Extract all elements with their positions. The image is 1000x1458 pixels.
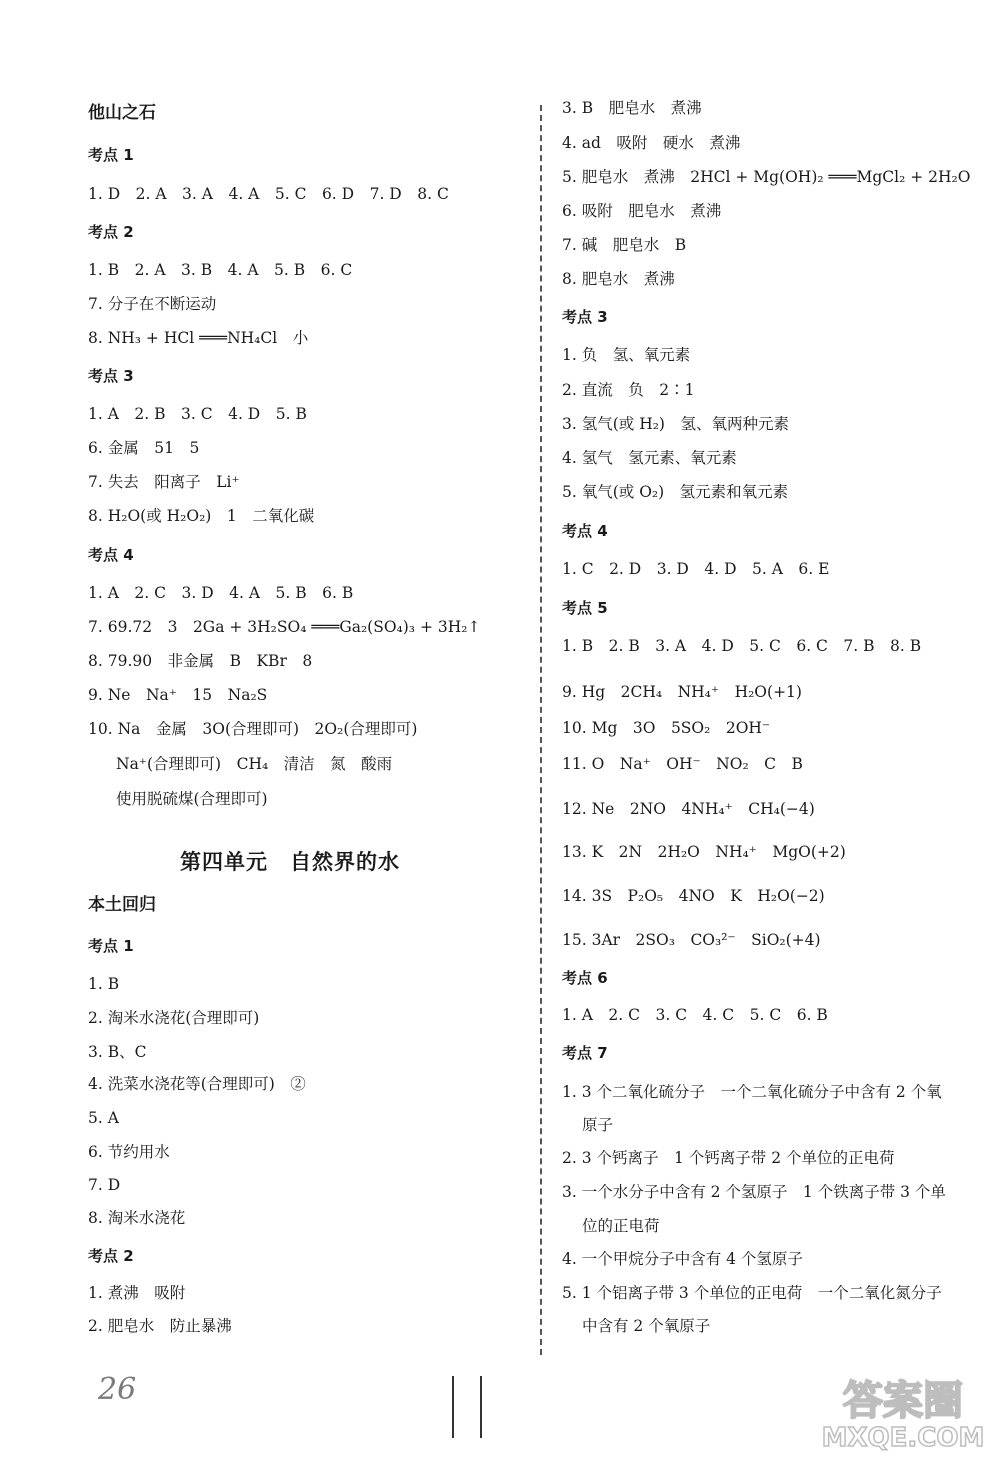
answer-line: 5. 肥皂水 煮沸 2HCl + Mg(OH)₂ ═══MgCl₂ + 2H₂O <box>562 168 971 186</box>
column-divider <box>540 105 542 1355</box>
answer-line: 3. B 肥皂水 煮沸 <box>562 99 702 117</box>
answer-line: 12. Ne 2NO 4NH₄⁺ CH₄(−4) <box>562 800 815 818</box>
answer-line: 4. 氢气 氢元素、氧元素 <box>562 449 737 467</box>
section-heading: 他山之石 <box>88 103 156 123</box>
answer-line: 1. A 2. C 3. D 4. A 5. B 6. B <box>88 584 354 602</box>
answer-line: 8. 淘米水浇花 <box>88 1209 186 1227</box>
page-number: 26 <box>98 1372 137 1407</box>
topic-label: 考点 4 <box>88 546 134 564</box>
answer-line: 1. 3 个二氧化硫分子 一个二氧化硫分子中含有 2 个氧 <box>562 1083 942 1101</box>
watermark-bottom-text: MXQE.COM <box>821 1423 985 1452</box>
topic-label: 考点 3 <box>562 308 608 326</box>
answer-line: 8. H₂O(或 H₂O₂) 1 二氧化碳 <box>88 507 315 525</box>
answer-line: 4. 洗菜水浇花等(合理即可) ② <box>88 1075 306 1093</box>
answer-line: 中含有 2 个氧原子 <box>582 1317 711 1335</box>
topic-label: 考点 4 <box>562 522 608 540</box>
answer-line: 15. 3Ar 2SO₃ CO₃²⁻ SiO₂(+4) <box>562 931 821 949</box>
section-heading: 本土回归 <box>88 895 156 915</box>
answer-line: 4. 一个甲烷分子中含有 4 个氢原子 <box>562 1250 803 1268</box>
topic-label: 考点 3 <box>88 367 134 385</box>
answer-line: 5. 氧气(或 O₂) 氢元素和氧元素 <box>562 483 789 501</box>
answer-line: 原子 <box>582 1116 614 1134</box>
answer-line: 2. 3 个钙离子 1 个钙离子带 2 个单位的正电荷 <box>562 1149 895 1167</box>
answer-line: 使用脱硫煤(合理即可) <box>116 790 268 808</box>
answer-line: 7. 分子在不断运动 <box>88 295 217 313</box>
answer-line: 5. A <box>88 1109 119 1127</box>
answer-line: 6. 节约用水 <box>88 1143 170 1161</box>
unit-title: 第四单元 自然界的水 <box>180 850 400 874</box>
binding-mark-right <box>480 1376 482 1438</box>
topic-label: 考点 7 <box>562 1044 608 1062</box>
answer-line: 1. 煮沸 吸附 <box>88 1284 186 1302</box>
answer-line: 9. Hg 2CH₄ NH₄⁺ H₂O(+1) <box>562 683 802 701</box>
topic-label: 考点 1 <box>88 146 134 164</box>
answer-line: 9. Ne Na⁺ 15 Na₂S <box>88 686 268 704</box>
answer-line: 3. B、C <box>88 1043 147 1061</box>
answer-line: 7. D <box>88 1176 121 1194</box>
answer-line: 10. Na 金属 3O(合理即可) 2O₂(合理即可) <box>88 720 418 738</box>
answer-line: 7. 碱 肥皂水 B <box>562 236 687 254</box>
topic-label: 考点 1 <box>88 937 134 955</box>
answer-line: 位的正电荷 <box>582 1217 660 1235</box>
watermark-top-text: 答案圈 <box>843 1378 963 1424</box>
answer-line: 6. 吸附 肥皂水 煮沸 <box>562 202 722 220</box>
answer-line: 3. 氢气(或 H₂) 氢、氧两种元素 <box>562 415 789 433</box>
answer-line: 5. 1 个铝离子带 3 个单位的正电荷 一个二氧化氮分子 <box>562 1284 942 1302</box>
topic-label: 考点 2 <box>88 223 134 241</box>
answer-line: 2. 直流 负 2∶1 <box>562 381 695 399</box>
answer-line: 4. ad 吸附 硬水 煮沸 <box>562 134 741 152</box>
answer-line: 1. D 2. A 3. A 4. A 5. C 6. D 7. D 8. C <box>88 185 449 203</box>
answer-line: 1. A 2. C 3. C 4. C 5. C 6. B <box>562 1006 828 1024</box>
answer-line: 1. B 2. B 3. A 4. D 5. C 6. C 7. B 8. B <box>562 637 922 655</box>
answer-line: 14. 3S P₂O₅ 4NO K H₂O(−2) <box>562 887 825 905</box>
answer-line: 1. A 2. B 3. C 4. D 5. B <box>88 405 307 423</box>
topic-label: 考点 2 <box>88 1247 134 1265</box>
answer-line: 8. 79.90 非金属 B KBr 8 <box>88 652 313 670</box>
answer-line: 8. NH₃ + HCl ═══NH₄Cl 小 <box>88 329 309 347</box>
watermark-logo <box>812 1366 994 1452</box>
binding-mark-left <box>452 1376 454 1438</box>
topic-label: 考点 5 <box>562 599 608 617</box>
answer-line: 1. B 2. A 3. B 4. A 5. B 6. C <box>88 261 353 279</box>
answer-line: 13. K 2N 2H₂O NH₄⁺ MgO(+2) <box>562 843 846 861</box>
answer-line: 2. 淘米水浇花(合理即可) <box>88 1009 260 1027</box>
answer-line: 3. 一个水分子中含有 2 个氢原子 1 个铁离子带 3 个单 <box>562 1183 946 1201</box>
answer-line: 8. 肥皂水 煮沸 <box>562 270 675 288</box>
answer-line: 1. 负 氢、氧元素 <box>562 346 691 364</box>
answer-line: 1. B <box>88 975 120 993</box>
answer-line: Na⁺(合理即可) CH₄ 清洁 氮 酸雨 <box>116 755 393 773</box>
answer-line: 6. 金属 51 5 <box>88 439 200 457</box>
answer-line: 1. C 2. D 3. D 4. D 5. A 6. E <box>562 560 830 578</box>
answer-line: 10. Mg 3O 5SO₂ 2OH⁻ <box>562 719 771 737</box>
answer-line: 11. O Na⁺ OH⁻ NO₂ C B <box>562 755 803 773</box>
topic-label: 考点 6 <box>562 969 608 987</box>
answer-line: 2. 肥皂水 防止暴沸 <box>88 1317 232 1335</box>
answer-line: 7. 失去 阳离子 Li⁺ <box>88 473 240 491</box>
answer-line: 7. 69.72 3 2Ga + 3H₂SO₄ ═══Ga₂(SO₄)₃ + 3H₂↑ <box>88 618 481 636</box>
